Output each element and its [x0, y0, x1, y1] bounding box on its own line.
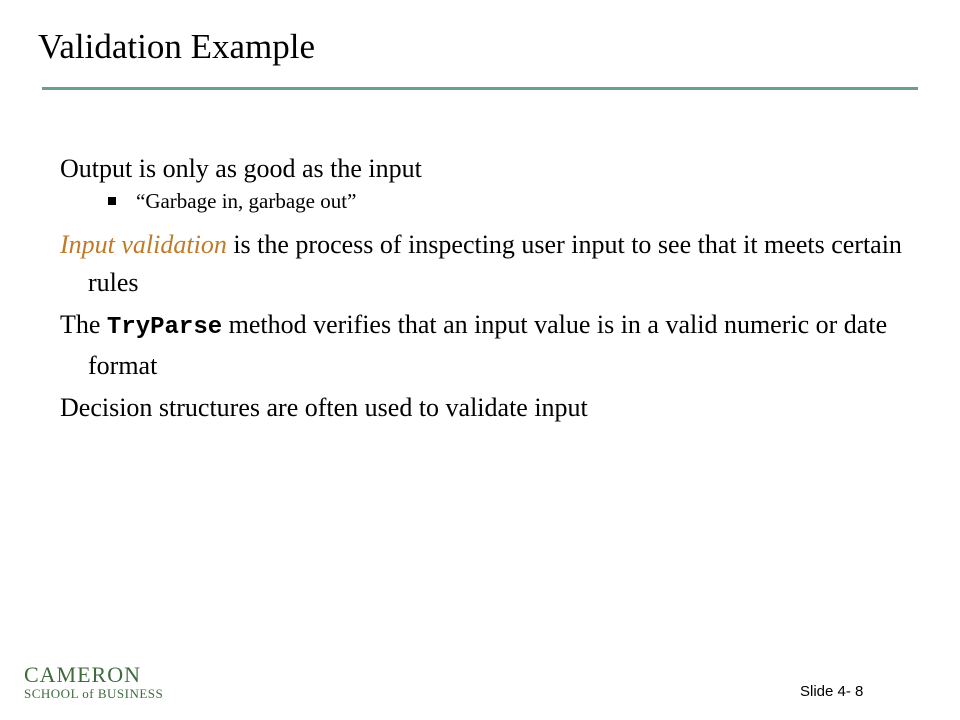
square-bullet-icon [108, 197, 116, 205]
code-tryparse: TryParse [106, 314, 223, 341]
bullet-tryparse [60, 306, 920, 385]
term-input-validation: Input validation [60, 230, 227, 259]
bullet-tryparse-text: method verifies that an input value is in a valid numeric or date format [88, 310, 888, 380]
slide-body [60, 150, 920, 431]
bullet-tryparse-lead: The [60, 310, 107, 339]
bullet-decision-structures: Decision structures are often used to validate input [60, 393, 588, 422]
sub-bullet-text: “Garbage in, garbage out” [136, 189, 357, 213]
slide-number: Slide 4- 8 [800, 683, 864, 700]
logo-subtitle: SCHOOL of BUSINESS [24, 686, 164, 701]
bullet-input-validation-text: is the process of inspecting user input to see that it meets certain rules [88, 230, 902, 297]
logo-name: CAMERON [24, 662, 142, 687]
title-divider [42, 87, 918, 90]
sub-bullet-garbage [60, 186, 920, 216]
bullet-output-quality: Output is only as good as the input [60, 154, 422, 183]
bullet-input-validation [60, 226, 920, 302]
cameron-logo [24, 664, 163, 702]
slide-title: Validation Example [38, 27, 316, 66]
